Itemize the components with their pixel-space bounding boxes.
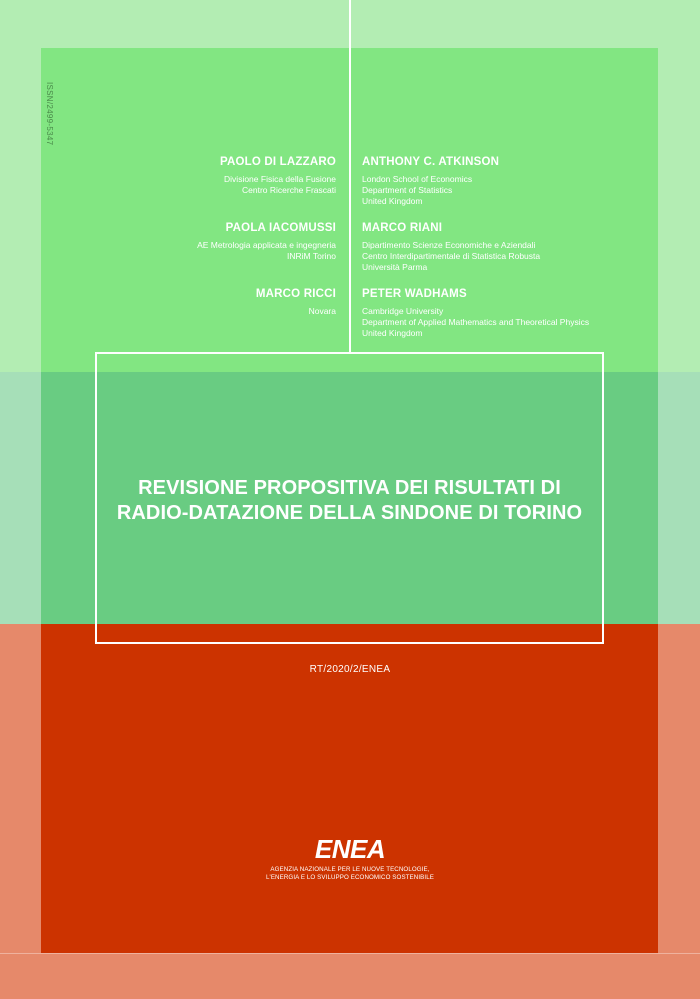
tagline-line: AGENZIA NAZIONALE PER LE NUOVE TECNOLOGIE, <box>270 866 430 873</box>
title-line: REVISIONE PROPOSITIVA DEI RISULTATI DI <box>138 477 561 499</box>
affiliation-line: London School of Economics <box>362 174 473 184</box>
author-name: PETER WADHAMS <box>362 288 467 300</box>
affiliation-line: INRiM Torino <box>287 251 336 261</box>
affiliation-line: Centro Interdipartimentale di Statistica Robusta <box>362 251 541 261</box>
title-line: RADIO-DATAZIONE DELLA SINDONE DI TORINO <box>116 502 583 524</box>
author-name: PAOLO DI LAZZARO <box>219 156 336 168</box>
affiliation-line: United Kingdom <box>362 328 423 338</box>
report-title <box>95 476 604 526</box>
enea-logo-mark: ENEA <box>314 834 386 864</box>
footer-divider <box>0 953 700 954</box>
author-block <box>76 287 336 317</box>
authors-right-column <box>362 155 662 339</box>
affiliation-line: United Kingdom <box>362 196 423 206</box>
affiliation-line: Dipartimento Scienze Economiche e Aziendali <box>362 240 536 250</box>
affiliation-line: AE Metrologia applicata e ingegneria <box>197 240 336 250</box>
authors-left-column <box>76 155 336 317</box>
affiliation-line: Università Parma <box>362 262 428 272</box>
affiliation-line: Department of Statistics <box>362 185 453 195</box>
tagline-line: L'ENERGIA E LO SVILUPPO ECONOMICO SOSTENIBILE <box>266 874 434 881</box>
author-affiliation <box>76 306 336 317</box>
affiliation-line: Cambridge University <box>362 306 444 316</box>
author-name: PAOLA IACOMUSSI <box>225 222 336 234</box>
author-block <box>76 221 336 287</box>
author-affiliation <box>362 306 662 339</box>
issn-label: ISSN/2499-5347 <box>45 82 54 146</box>
affiliation-line: Novara <box>308 306 336 316</box>
column-divider <box>349 0 351 352</box>
author-name: ANTHONY C. ATKINSON <box>362 156 500 168</box>
author-name: MARCO RICCI <box>255 288 336 300</box>
affiliation-line: Divisione Fisica della Fusione <box>224 174 336 184</box>
author-affiliation <box>362 174 662 207</box>
author-block <box>362 155 662 221</box>
author-block <box>76 155 336 221</box>
enea-logo <box>250 836 450 882</box>
affiliation-line: Department of Applied Mathematics and Theoretical Physics <box>362 317 590 327</box>
report-number: RT/2020/2/ENEA <box>309 664 391 675</box>
affiliation-line: Centro Ricerche Frascati <box>241 185 336 195</box>
author-affiliation <box>76 240 336 262</box>
author-block <box>362 287 662 339</box>
enea-tagline <box>250 866 450 882</box>
author-block <box>362 221 662 287</box>
author-affiliation <box>76 174 336 196</box>
author-affiliation <box>362 240 662 273</box>
author-name: MARCO RIANI <box>362 222 443 234</box>
